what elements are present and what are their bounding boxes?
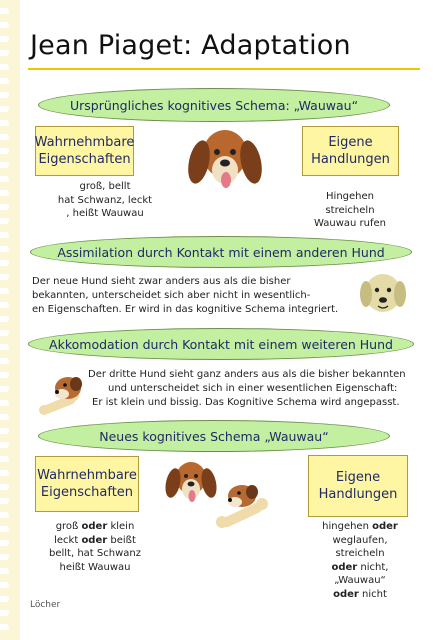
- binding-notch: [0, 344, 9, 350]
- list-item: groß, bellt: [79, 181, 131, 192]
- list-item: oder nicht: [333, 588, 387, 600]
- binding-notch: [0, 92, 9, 98]
- accommodation-text: [82, 368, 427, 410]
- box-line: Wahrnehmbare: [34, 135, 135, 150]
- accommodation-oval: Akkomodation durch Kontakt mit einem weiteren Hund: [28, 328, 414, 360]
- binding-notch: [0, 162, 9, 168]
- own-actions-box: [302, 126, 399, 176]
- assimilation-text: [32, 275, 362, 317]
- list-item: hingehen oder: [322, 521, 398, 532]
- binding-notch: [0, 36, 9, 42]
- text-line: Der dritte Hund sieht ganz anders aus als die bisher bekannten: [88, 369, 406, 380]
- binding-notch: [0, 50, 9, 56]
- perceivable-properties-box-2: [35, 456, 139, 512]
- list-item: Wauwau rufen: [314, 218, 386, 229]
- binding-notch: [0, 428, 9, 434]
- binding-notch: [0, 274, 9, 280]
- binding-notch: [0, 232, 9, 238]
- binding-notch: [0, 526, 9, 532]
- binding-notch: [0, 414, 9, 420]
- list-item: bellt, hat Schwanz: [49, 548, 141, 559]
- list-item: weglaufen,: [332, 534, 388, 546]
- list-item: groß oder klein: [55, 521, 135, 532]
- binding-notch: [0, 456, 9, 462]
- list-item: leckt oder beißt: [54, 534, 136, 546]
- binding-notch: [0, 582, 9, 588]
- text-line: bekannten, unterscheidet sich aber nicht in wesentlich-: [32, 290, 311, 301]
- box-line: Handlungen: [318, 487, 398, 502]
- own-actions-list: [305, 190, 395, 231]
- binding-notch: [0, 498, 9, 504]
- binding-notch: [0, 512, 9, 518]
- binding-notch: [0, 190, 9, 196]
- binding-notch: [0, 470, 9, 476]
- list-item: streicheln: [335, 548, 385, 559]
- box-line: Wahrnehmbare: [37, 468, 137, 483]
- list-item: Hingehen: [326, 191, 374, 202]
- binding-notch: [0, 302, 9, 308]
- page-title: Jean Piaget: Adaptation: [30, 30, 351, 61]
- binding-notch: [0, 218, 9, 224]
- dog-with-bone-small-image: [212, 480, 274, 532]
- binding-notch: [0, 246, 9, 252]
- binding-notch: [0, 596, 9, 602]
- box-line: Eigene: [328, 135, 373, 150]
- binding-notch: [0, 624, 9, 630]
- binding-notch: [0, 22, 9, 28]
- binding-notch: [0, 484, 9, 490]
- schema-oval: Ursprüngliches kognitives Schema: „Wauwau“: [38, 88, 390, 122]
- binding-notch: [0, 134, 9, 140]
- binding-notch: [0, 610, 9, 616]
- list-item: hat Schwanz, leckt: [57, 194, 153, 206]
- list-item: „Wauwau“: [334, 575, 386, 586]
- perceivable-properties-list: [45, 180, 165, 221]
- binding-notch: [0, 8, 9, 14]
- binding-notch: [0, 260, 9, 266]
- dog-bloodhound-image: [184, 124, 266, 194]
- perceivable-properties-box: [35, 126, 134, 176]
- list-item: oder nicht,: [331, 561, 389, 573]
- binding-notch: [0, 554, 9, 560]
- binding-notch: [0, 78, 9, 84]
- binding-notch: [0, 288, 9, 294]
- assimilation-oval: Assimilation durch Kontakt mit einem anderen Hund: [30, 236, 412, 268]
- binding-notch: [0, 106, 9, 112]
- box-line: Eigenschaften: [40, 485, 134, 500]
- box-line: Eigene: [335, 470, 381, 485]
- binding-notch: [0, 120, 9, 126]
- text-line: Der neue Hund sieht zwar anders aus als die bisher: [32, 276, 291, 287]
- text-line: Er ist klein und bissig. Das Kognitive Schema wird angepasst.: [92, 397, 400, 408]
- binding-notch: [0, 176, 9, 182]
- binding-notch: [0, 400, 9, 406]
- dog-terrier-image: [358, 268, 408, 316]
- new-schema-oval: Neues kognitives Schema „Wauwau“: [38, 420, 390, 452]
- binding-notch: [0, 148, 9, 154]
- list-item: streicheln: [325, 204, 375, 216]
- binding-notch: [0, 64, 9, 70]
- binding-notch: [0, 316, 9, 322]
- own-actions-list-2: [310, 520, 410, 601]
- binding-notch: [0, 358, 9, 364]
- box-line: Eigenschaften: [38, 152, 131, 167]
- own-actions-box-2: [308, 455, 408, 517]
- text-line: en Eigenschaften. Er wird in das kognitive Schema integriert.: [32, 304, 339, 315]
- box-line: Handlungen: [311, 152, 390, 167]
- binding-notch: [0, 330, 9, 336]
- binding-notch: [0, 568, 9, 574]
- binding-notch: [0, 540, 9, 546]
- list-item: , heißt Wauwau: [66, 208, 144, 219]
- list-item: heißt Wauwau: [59, 561, 131, 573]
- text-line: und unterscheidet sich in einer wesentlichen Eigenschaft:: [108, 383, 398, 394]
- binding-notch: [0, 372, 9, 378]
- perceivable-properties-list-2: [30, 520, 160, 574]
- footer-author: Löcher: [30, 600, 61, 610]
- binding-notch: [0, 204, 9, 210]
- binding-notch: [0, 386, 9, 392]
- title-underline: [28, 68, 420, 70]
- binding-notch: [0, 442, 9, 448]
